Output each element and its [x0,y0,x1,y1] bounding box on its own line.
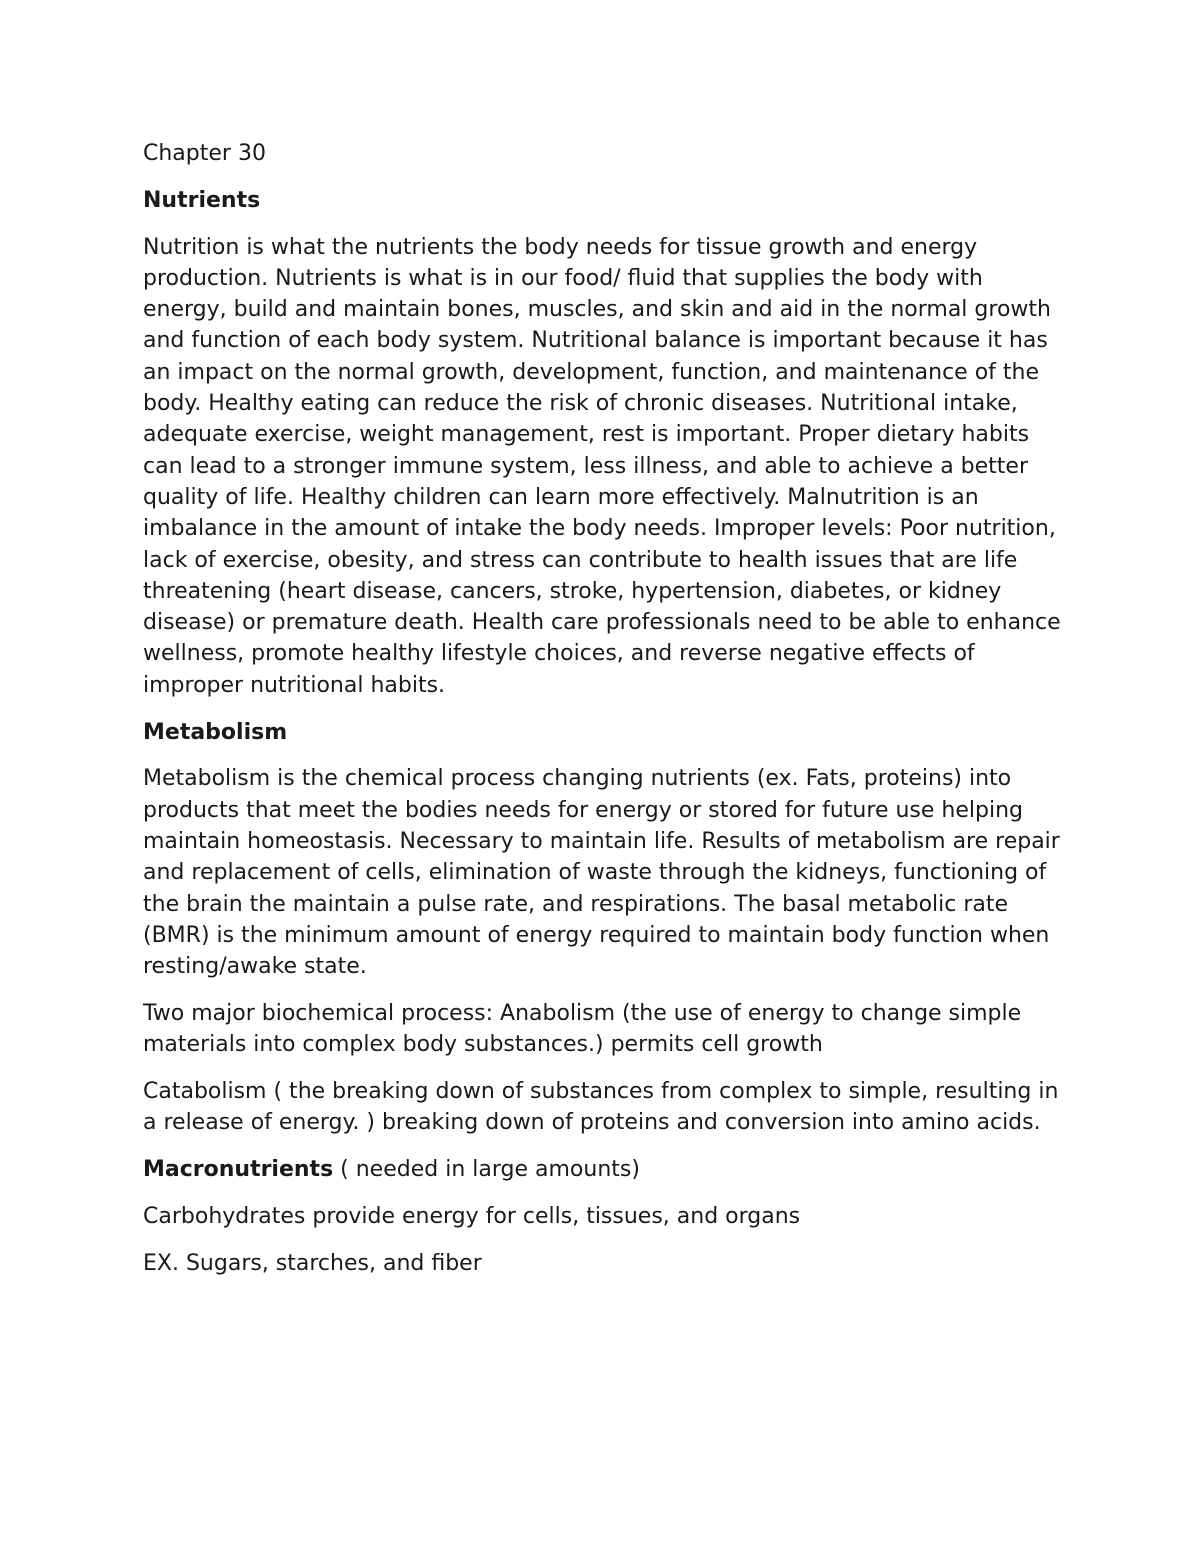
nutrients-heading: Nutrients [143,187,261,213]
anabolism-paragraph: Two major biochemical process: Anabolism (the use of energy to change simple materials into complex body substances.) permits cell growth [143,1000,1022,1058]
metabolism-paragraph: Metabolism is the chemical process changing nutrients (ex. Fats, proteins) into products that meet the bodies needs for energy or stored for future use helping maintain homeostasis. Necessary to maintain life. Results of metabolism are repair and replacement of cells, elimination of waste through the kidneys, functioning of the brain the maintain a pulse rate, and respirations. The basal metabolic rate (BMR) is the minimum amount of energy required to maintain body function when resting/awake state. [143,766,1060,980]
carbohydrates-example: EX. Sugars, starches, and fiber [143,1250,482,1276]
section-heading-macronutrients [143,1154,1063,1185]
macronutrients-heading-note: ( needed in large amounts) [333,1157,640,1183]
nutrients-paragraph: Nutrition is what the nutrients the body needs for tissue growth and energy production. Nutrients is what is in our food/ fluid that supplies the body with energy, build and maintain bones, muscles, and skin and aid in the normal growth and function of each body system. Nutritional balance is important because it has an impact on the normal growth, development, function, and maintenance of the body. Healthy eating can reduce the risk of chronic diseases. Nutritional intake, adequate exercise, weight management, rest is important. Proper dietary habits can lead to a stronger immune system, less illness, and able to achieve a better quality of life. Healthy children can learn more effectively. Malnutrition is an imbalance in the amount of intake the body needs. Improper levels: Poor nutrition, lack of exercise, obesity, and stress can contribute to health issues that are life threatening (heart disease, cancers, stroke, hypertension, diabetes, or kidney disease) or premature death. Health care professionals need to be able to enhance wellness, promote healthy lifestyle choices, and reverse negative effects of improper nutritional habits. [143,234,1061,698]
catabolism-paragraph: Catabolism ( the breaking down of substances from complex to simple, resulting in a release of energy. ) breaking down of proteins and conversion into amino acids. [143,1079,1059,1136]
macronutrients-heading: Macronutrients [143,1157,334,1183]
section-heading-nutrients [143,185,1063,216]
metabolism-heading: Metabolism [143,719,288,745]
document-body [143,138,1063,1295]
chapter-title: Chapter 30 [143,141,266,166]
carbohydrates-paragraph: Carbohydrates provide energy for cells, tissues, and organs [143,1203,801,1229]
section-heading-metabolism [143,717,1063,748]
